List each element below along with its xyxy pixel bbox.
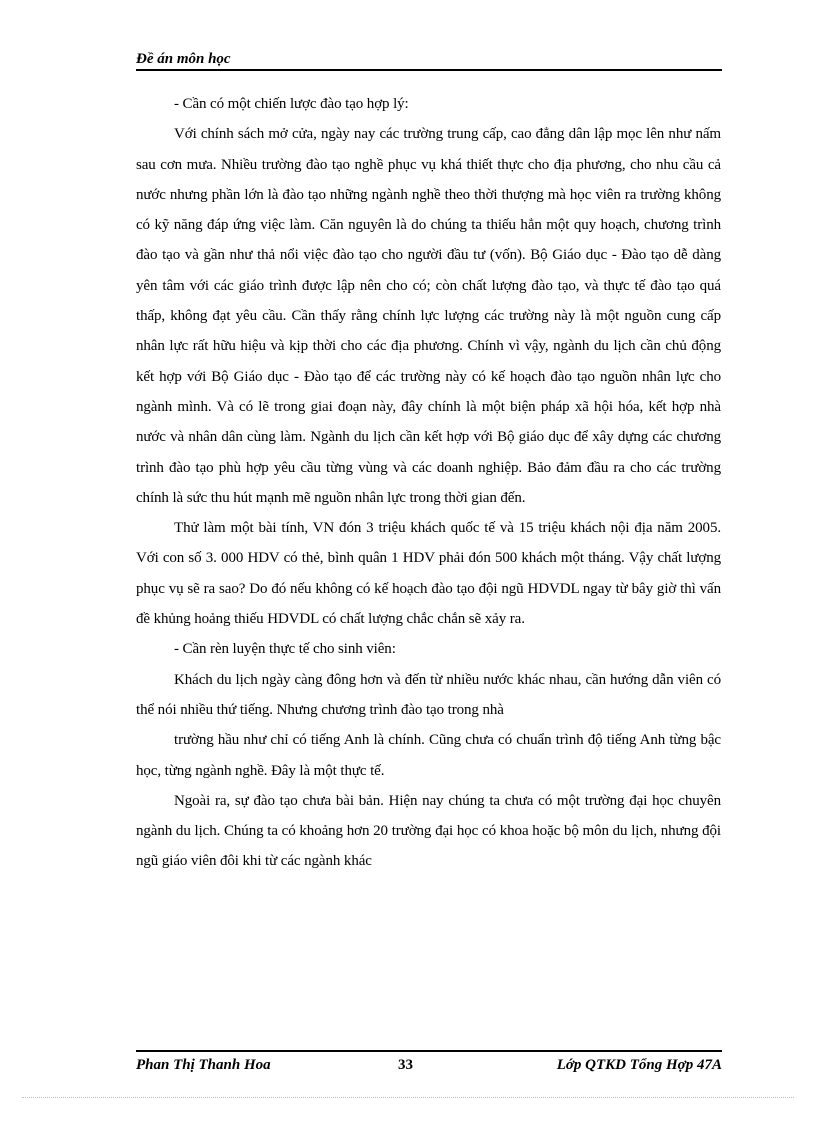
- paragraph: Khách du lịch ngày càng đông hơn và đến từ nhiều nước khác nhau, cần hướng dẫn viên có thể nói nhiều thứ tiếng. Nhưng chương trình đào tạo trong nhà: [136, 671, 721, 718]
- paragraph: Ngoài ra, sự đào tạo chưa bài bản. Hiện nay chúng ta chưa có một trường đại học chuyên ngành du lịch. Chúng ta có khoảng hơn 20 trường đại học có khoa hoặc bộ môn du lịch, nhưng đội ngũ giáo viên đôi khi từ các ngành khác: [136, 792, 721, 870]
- footer-author: Phan Thị Thanh Hoa: [136, 1057, 271, 1073]
- paragraph: Thử làm một bài tính, VN đón 3 triệu khách quốc tế và 15 triệu khách nội địa năm 2005. Với con số 3. 000 HDV có thẻ, bình quân 1 HDV phải đón 500 khách một tháng. Vậy chất lượng phục vụ sẽ ra sao? Do đó nếu không có kế hoạch đào tạo đội ngũ HDVDL ngay từ bây giờ thì vấn đề khủng hoảng thiếu HDVDL có chất lượng chắc chắn sẽ xảy ra.: [136, 520, 721, 628]
- header-title: Đề án môn học: [136, 51, 231, 67]
- page-footer: [136, 1054, 722, 1076]
- paragraph: Với chính sách mở cửa, ngày nay các trường trung cấp, cao đẳng dân lập mọc lên như nấm sau cơn mưa. Nhiều trường đào tạo nghề phục vụ khá thiết thực cho địa phương, cho nhu cầu cả nước nhưng phần lớn là đào tạo những ngành nghề theo thời thượng mà học viên ra trường không có kỹ năng đáp ứng việc làm. Căn nguyên là do chúng ta thiếu hẳn một quy hoạch, chương trình đào tạo và gần như thả nổi việc đào tạo cho người đầu tư (vốn). Bộ Giáo dục - Đào tạo dễ dàng yên tâm với các giáo trình được lập nên cho có; còn chất lượng đào tạo, và thực tế đào tạo quá thấp, không đạt yêu cầu. Cần thấy rằng chính lực lượng các trường này là một nguồn cung cấp nhân lực rất hữu hiệu và kịp thời cho các địa phương. Chính vì vậy, ngành du lịch cần chủ động kết hợp với Bộ Giáo dục - Đào tạo để các trường này có kế hoạch đào tạo nguồn nhân lực cho ngành mình. Và có lẽ trong giai đoạn này, đây chính là một biện pháp xã hội hóa, kết hợp nhà nước và nhân dân cùng làm. Ngành du lịch cần kết hợp với Bộ giáo dục để xây dựng các chương trình đào tạo phù hợp yêu cầu từng vùng và các doanh nghiệp. Bảo đảm đầu ra cho các trường chính là sức thu hút mạnh mẽ nguồn nhân lực trong thời gian đến.: [136, 126, 721, 506]
- header-rule: [136, 69, 722, 71]
- paragraph-bullet: - Cần rèn luyện thực tế cho sinh viên:: [174, 641, 396, 658]
- page-number: 33: [398, 1057, 413, 1073]
- document-body: [136, 89, 721, 877]
- page-header: [136, 49, 722, 69]
- paragraph-bullet: - Cần có một chiến lược đào tạo hợp lý:: [174, 96, 409, 112]
- footer-rule: [136, 1050, 722, 1052]
- footer-class: Lớp QTKD Tổng Hợp 47A: [556, 1057, 722, 1073]
- page-edge-divider: [22, 1097, 794, 1098]
- paragraph: trường hầu như chỉ có tiếng Anh là chính. Cũng chưa có chuẩn trình độ tiếng Anh từng bậc học, từng ngành nghề. Đây là một thực tế.: [136, 732, 721, 779]
